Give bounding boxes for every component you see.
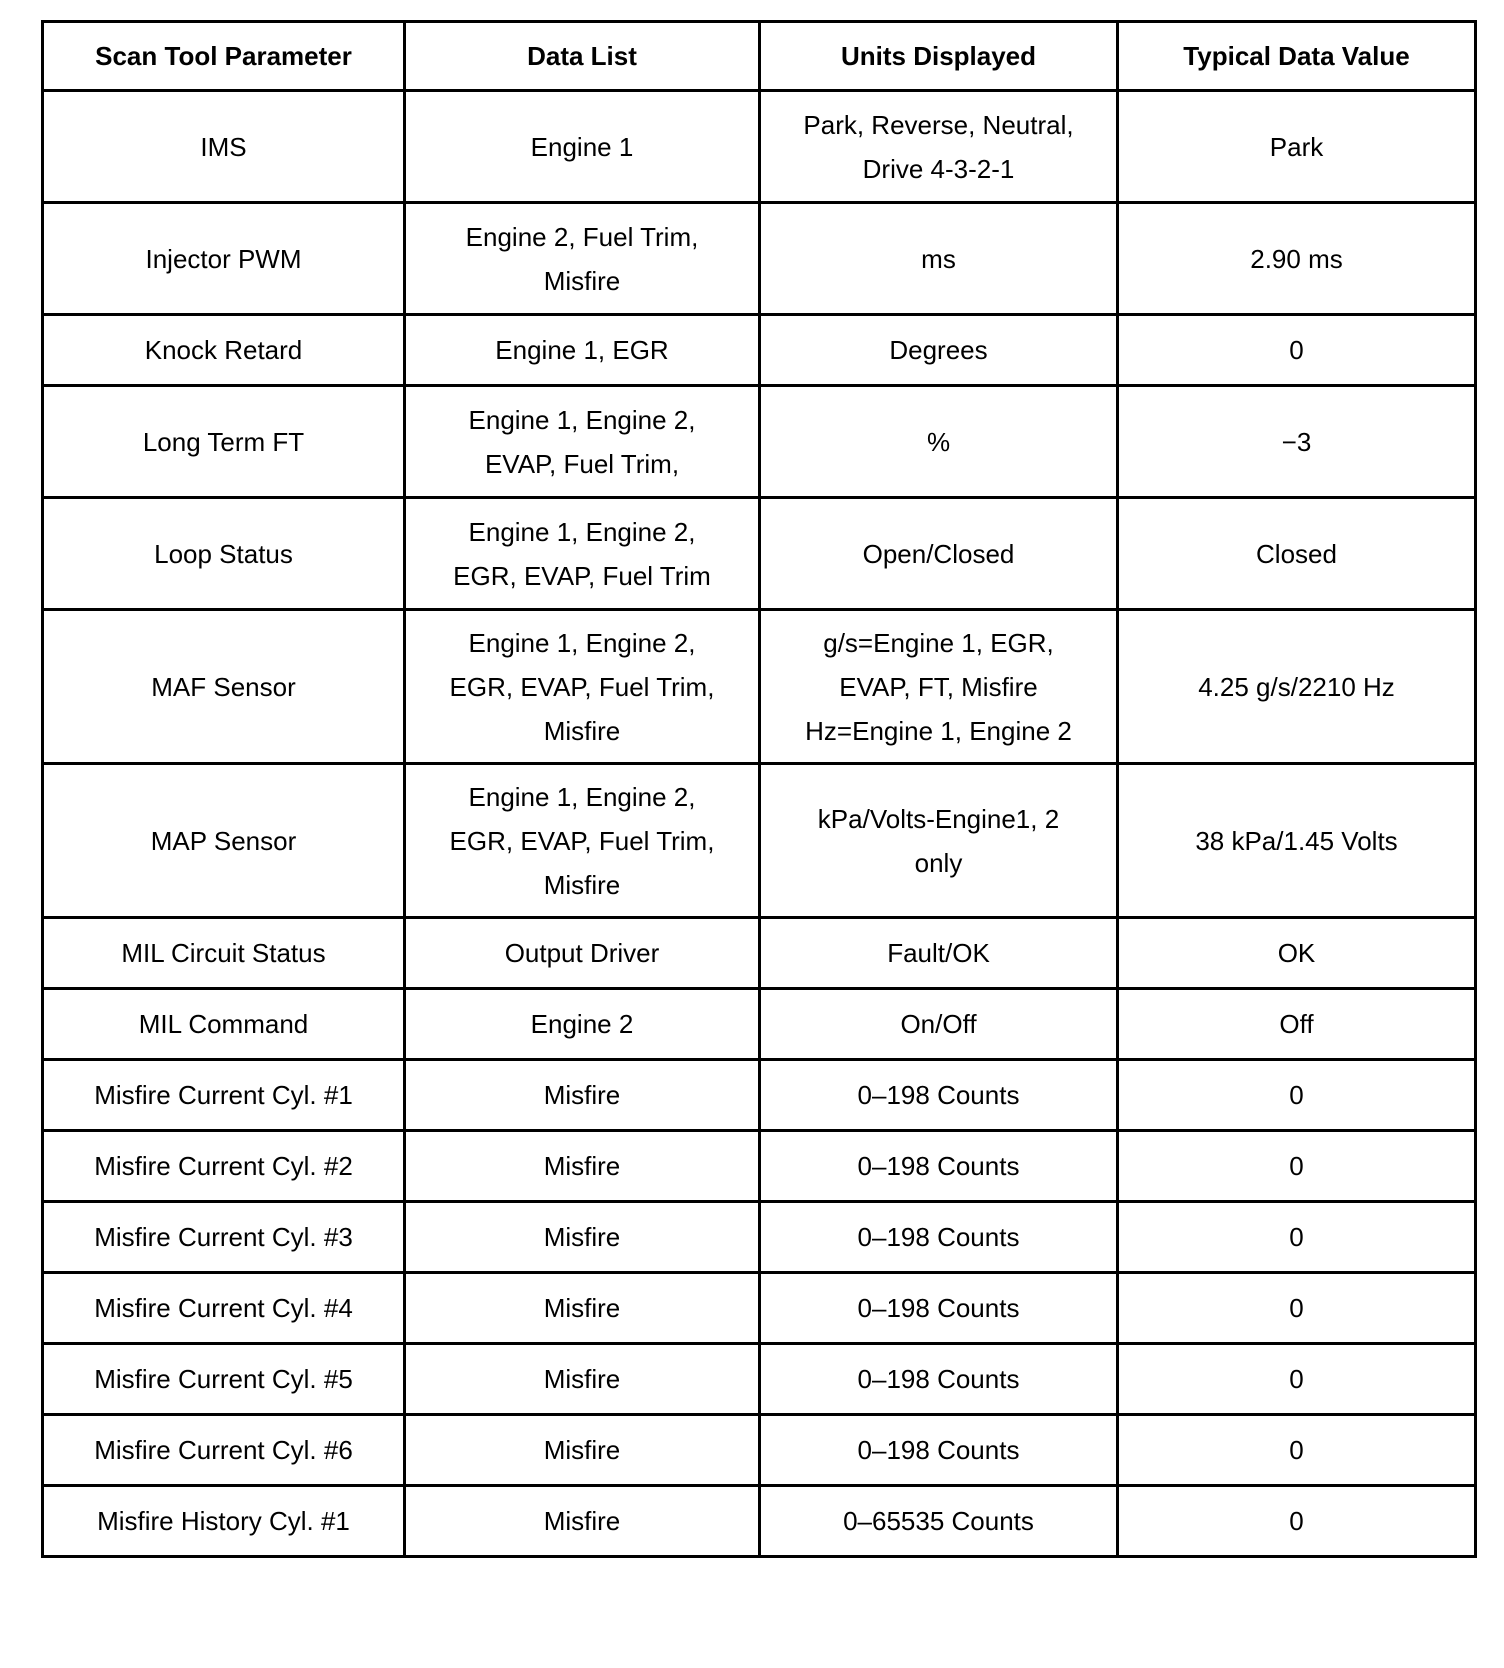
cell-typical-value: 0 — [1118, 1131, 1476, 1202]
cell-parameter: Misfire Current Cyl. #5 — [43, 1344, 405, 1415]
table-row — [43, 1060, 1476, 1131]
cell-parameter: Misfire Current Cyl. #3 — [43, 1202, 405, 1273]
cell-parameter: Misfire History Cyl. #1 — [43, 1486, 405, 1557]
cell-data-list: Misfire — [405, 1486, 760, 1557]
table-row — [43, 1344, 1476, 1415]
cell-data-list: Engine 1 — [405, 91, 760, 203]
cell-units: Park, Reverse, Neutral, Drive 4-3-2-1 — [760, 91, 1118, 203]
cell-typical-value: 0 — [1118, 1486, 1476, 1557]
cell-typical-value: Park — [1118, 91, 1476, 203]
cell-units: 0–65535 Counts — [760, 1486, 1118, 1557]
cell-parameter: Long Term FT — [43, 386, 405, 498]
table-row — [43, 764, 1476, 918]
header-scan-tool-parameter: Scan Tool Parameter — [43, 22, 405, 91]
cell-parameter: Misfire Current Cyl. #6 — [43, 1415, 405, 1486]
cell-units: 0–198 Counts — [760, 1202, 1118, 1273]
scan-tool-data-table — [41, 20, 1477, 1558]
header-units-displayed: Units Displayed — [760, 22, 1118, 91]
cell-units: On/Off — [760, 989, 1118, 1060]
cell-units: 0–198 Counts — [760, 1060, 1118, 1131]
cell-typical-value: 0 — [1118, 1060, 1476, 1131]
table-row — [43, 610, 1476, 764]
cell-units: 0–198 Counts — [760, 1415, 1118, 1486]
cell-units: Degrees — [760, 315, 1118, 386]
header-typical-data-value: Typical Data Value — [1118, 22, 1476, 91]
cell-typical-value: OK — [1118, 918, 1476, 989]
cell-units: ms — [760, 203, 1118, 315]
table-row — [43, 1131, 1476, 1202]
table-row — [43, 386, 1476, 498]
table-row — [43, 91, 1476, 203]
cell-data-list: Engine 2 — [405, 989, 760, 1060]
table-row — [43, 1273, 1476, 1344]
cell-units: kPa/Volts-Engine1, 2 only — [760, 764, 1118, 918]
cell-units: Open/Closed — [760, 498, 1118, 610]
cell-parameter: MAF Sensor — [43, 610, 405, 764]
table-row — [43, 498, 1476, 610]
cell-data-list: Misfire — [405, 1202, 760, 1273]
cell-parameter: Injector PWM — [43, 203, 405, 315]
table-row — [43, 1486, 1476, 1557]
cell-data-list: Engine 2, Fuel Trim, Misfire — [405, 203, 760, 315]
cell-typical-value: 0 — [1118, 1273, 1476, 1344]
header-data-list: Data List — [405, 22, 760, 91]
cell-data-list: Engine 1, EGR — [405, 315, 760, 386]
cell-parameter: Misfire Current Cyl. #2 — [43, 1131, 405, 1202]
cell-typical-value: 2.90 ms — [1118, 203, 1476, 315]
table-row — [43, 989, 1476, 1060]
cell-typical-value: 0 — [1118, 1344, 1476, 1415]
cell-units: g/s=Engine 1, EGR, EVAP, FT, Misfire Hz=Engine 1, Engine 2 — [760, 610, 1118, 764]
table-row — [43, 203, 1476, 315]
cell-units: Fault/OK — [760, 918, 1118, 989]
cell-typical-value: 0 — [1118, 1415, 1476, 1486]
cell-data-list: Engine 1, Engine 2, EGR, EVAP, Fuel Trim, Misfire — [405, 764, 760, 918]
cell-typical-value: 4.25 g/s/2210 Hz — [1118, 610, 1476, 764]
cell-parameter: Misfire Current Cyl. #4 — [43, 1273, 405, 1344]
cell-parameter: MIL Command — [43, 989, 405, 1060]
cell-parameter: MIL Circuit Status — [43, 918, 405, 989]
cell-data-list: Output Driver — [405, 918, 760, 989]
table-row — [43, 315, 1476, 386]
cell-data-list: Engine 1, Engine 2, EGR, EVAP, Fuel Trim — [405, 498, 760, 610]
cell-data-list: Engine 1, Engine 2, EVAP, Fuel Trim, — [405, 386, 760, 498]
cell-typical-value: −3 — [1118, 386, 1476, 498]
table-row — [43, 918, 1476, 989]
cell-typical-value: Closed — [1118, 498, 1476, 610]
cell-parameter: MAP Sensor — [43, 764, 405, 918]
table-row — [43, 1415, 1476, 1486]
cell-parameter: IMS — [43, 91, 405, 203]
cell-typical-value: 0 — [1118, 1202, 1476, 1273]
cell-data-list: Misfire — [405, 1415, 760, 1486]
cell-units: 0–198 Counts — [760, 1131, 1118, 1202]
cell-units: 0–198 Counts — [760, 1273, 1118, 1344]
cell-data-list: Engine 1, Engine 2, EGR, EVAP, Fuel Trim, Misfire — [405, 610, 760, 764]
table-row — [43, 1202, 1476, 1273]
cell-data-list: Misfire — [405, 1131, 760, 1202]
cell-units: % — [760, 386, 1118, 498]
cell-data-list: Misfire — [405, 1273, 760, 1344]
cell-typical-value: 38 kPa/1.45 Volts — [1118, 764, 1476, 918]
cell-parameter: Loop Status — [43, 498, 405, 610]
cell-typical-value: 0 — [1118, 315, 1476, 386]
table-header-row — [43, 22, 1476, 91]
cell-units: 0–198 Counts — [760, 1344, 1118, 1415]
cell-parameter: Misfire Current Cyl. #1 — [43, 1060, 405, 1131]
cell-parameter: Knock Retard — [43, 315, 405, 386]
cell-typical-value: Off — [1118, 989, 1476, 1060]
cell-data-list: Misfire — [405, 1344, 760, 1415]
cell-data-list: Misfire — [405, 1060, 760, 1131]
